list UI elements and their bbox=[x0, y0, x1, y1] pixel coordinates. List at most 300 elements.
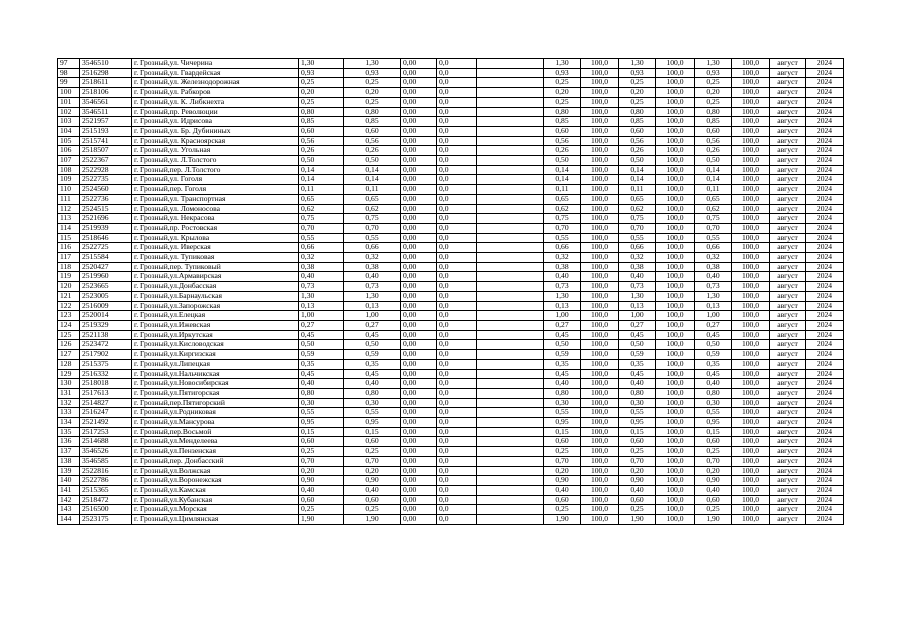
value-zero-cell: 0,00 bbox=[401, 185, 437, 195]
value-2-cell: 0,13 bbox=[619, 301, 656, 311]
table-row bbox=[58, 126, 844, 136]
value-planned-cell: 0,80 bbox=[299, 388, 344, 398]
value-zero-cell: 0,00 bbox=[401, 340, 437, 350]
row-number-cell: 115 bbox=[58, 233, 80, 243]
value-actual-cell: 0,26 bbox=[344, 146, 401, 156]
percent-zero-cell: 0,0 bbox=[437, 194, 477, 204]
value-3-cell: 0,45 bbox=[695, 369, 732, 379]
table-row bbox=[58, 165, 844, 175]
percent-zero-cell: 0,0 bbox=[437, 165, 477, 175]
value-zero-cell: 0,00 bbox=[401, 68, 437, 78]
row-number-cell: 119 bbox=[58, 272, 80, 282]
value-actual-cell: 0,40 bbox=[344, 379, 401, 389]
value-2-cell: 1,30 bbox=[619, 59, 656, 69]
blank-column-cell bbox=[477, 311, 544, 321]
percent-1-cell: 100,0 bbox=[581, 437, 619, 447]
value-actual-cell: 0,65 bbox=[344, 194, 401, 204]
value-actual-cell: 1,30 bbox=[344, 291, 401, 301]
row-number-cell: 97 bbox=[58, 59, 80, 69]
row-number-cell: 99 bbox=[58, 78, 80, 88]
row-number-cell: 122 bbox=[58, 301, 80, 311]
year-cell: 2024 bbox=[806, 126, 844, 136]
percent-3-cell: 100,0 bbox=[732, 175, 770, 185]
percent-2-cell: 100,0 bbox=[656, 243, 695, 253]
value-2-cell: 0,60 bbox=[619, 126, 656, 136]
value-3-cell: 0,11 bbox=[695, 185, 732, 195]
value-zero-cell: 0,00 bbox=[401, 398, 437, 408]
address-cell: г. Грозный,ул. Чичерина bbox=[132, 59, 299, 69]
percent-1-cell: 100,0 bbox=[581, 466, 619, 476]
table-row bbox=[58, 485, 844, 495]
value-planned-cell: 0,35 bbox=[299, 359, 344, 369]
value-2-cell: 0,73 bbox=[619, 282, 656, 292]
percent-1-cell: 100,0 bbox=[581, 78, 619, 88]
value-3-cell: 0,25 bbox=[695, 505, 732, 515]
row-number-cell: 127 bbox=[58, 350, 80, 360]
value-2-cell: 0,25 bbox=[619, 78, 656, 88]
percent-1-cell: 100,0 bbox=[581, 350, 619, 360]
value-1-cell: 0,59 bbox=[544, 350, 581, 360]
percent-3-cell: 100,0 bbox=[732, 214, 770, 224]
row-number-cell: 135 bbox=[58, 427, 80, 437]
value-1-cell: 0,60 bbox=[544, 437, 581, 447]
value-2-cell: 0,75 bbox=[619, 214, 656, 224]
blank-column-cell bbox=[477, 233, 544, 243]
year-cell: 2024 bbox=[806, 291, 844, 301]
blank-column-cell bbox=[477, 117, 544, 127]
value-2-cell: 0,62 bbox=[619, 204, 656, 214]
value-zero-cell: 0,00 bbox=[401, 505, 437, 515]
percent-2-cell: 100,0 bbox=[656, 204, 695, 214]
object-code-cell: 2523005 bbox=[80, 291, 132, 301]
object-code-cell: 2515375 bbox=[80, 359, 132, 369]
value-1-cell: 0,25 bbox=[544, 447, 581, 457]
value-zero-cell: 0,00 bbox=[401, 418, 437, 428]
percent-3-cell: 100,0 bbox=[732, 340, 770, 350]
percent-zero-cell: 0,0 bbox=[437, 223, 477, 233]
row-number-cell: 138 bbox=[58, 456, 80, 466]
value-actual-cell: 0,60 bbox=[344, 437, 401, 447]
percent-3-cell: 100,0 bbox=[732, 427, 770, 437]
row-number-cell: 136 bbox=[58, 437, 80, 447]
percent-zero-cell: 0,0 bbox=[437, 485, 477, 495]
data-table bbox=[57, 58, 844, 525]
value-2-cell: 1,90 bbox=[619, 515, 656, 525]
percent-1-cell: 100,0 bbox=[581, 369, 619, 379]
value-planned-cell: 0,62 bbox=[299, 204, 344, 214]
percent-zero-cell: 0,0 bbox=[437, 456, 477, 466]
value-1-cell: 1,90 bbox=[544, 515, 581, 525]
percent-1-cell: 100,0 bbox=[581, 243, 619, 253]
percent-3-cell: 100,0 bbox=[732, 117, 770, 127]
table-row bbox=[58, 194, 844, 204]
year-cell: 2024 bbox=[806, 379, 844, 389]
blank-column-cell bbox=[477, 418, 544, 428]
table-row bbox=[58, 214, 844, 224]
address-cell: г. Грозный,ул.Липецкая bbox=[132, 359, 299, 369]
percent-zero-cell: 0,0 bbox=[437, 340, 477, 350]
value-2-cell: 0,55 bbox=[619, 408, 656, 418]
row-number-cell: 132 bbox=[58, 398, 80, 408]
value-zero-cell: 0,00 bbox=[401, 311, 437, 321]
address-cell: г. Грозный,ул. Бр. Дубининых bbox=[132, 126, 299, 136]
table-row bbox=[58, 340, 844, 350]
object-code-cell: 3546511 bbox=[80, 107, 132, 117]
month-cell: август bbox=[770, 68, 806, 78]
object-code-cell: 2514827 bbox=[80, 398, 132, 408]
value-actual-cell: 0,11 bbox=[344, 185, 401, 195]
percent-1-cell: 100,0 bbox=[581, 204, 619, 214]
value-3-cell: 0,25 bbox=[695, 78, 732, 88]
table-row bbox=[58, 388, 844, 398]
value-actual-cell: 0,25 bbox=[344, 447, 401, 457]
percent-1-cell: 100,0 bbox=[581, 476, 619, 486]
value-actual-cell: 0,75 bbox=[344, 214, 401, 224]
address-cell: г. Грозный,пер. Гоголя bbox=[132, 185, 299, 195]
year-cell: 2024 bbox=[806, 301, 844, 311]
year-cell: 2024 bbox=[806, 165, 844, 175]
value-1-cell: 0,93 bbox=[544, 68, 581, 78]
percent-2-cell: 100,0 bbox=[656, 165, 695, 175]
value-actual-cell: 0,25 bbox=[344, 505, 401, 515]
value-planned-cell: 0,14 bbox=[299, 175, 344, 185]
value-zero-cell: 0,00 bbox=[401, 117, 437, 127]
value-1-cell: 1,30 bbox=[544, 291, 581, 301]
percent-zero-cell: 0,0 bbox=[437, 388, 477, 398]
value-3-cell: 0,73 bbox=[695, 282, 732, 292]
percent-3-cell: 100,0 bbox=[732, 262, 770, 272]
value-3-cell: 0,50 bbox=[695, 340, 732, 350]
value-zero-cell: 0,00 bbox=[401, 97, 437, 107]
percent-3-cell: 100,0 bbox=[732, 107, 770, 117]
value-actual-cell: 0,20 bbox=[344, 88, 401, 98]
value-2-cell: 0,80 bbox=[619, 107, 656, 117]
object-code-cell: 2523175 bbox=[80, 515, 132, 525]
percent-1-cell: 100,0 bbox=[581, 88, 619, 98]
value-planned-cell: 0,55 bbox=[299, 233, 344, 243]
year-cell: 2024 bbox=[806, 185, 844, 195]
percent-zero-cell: 0,0 bbox=[437, 136, 477, 146]
value-3-cell: 1,00 bbox=[695, 311, 732, 321]
table-row bbox=[58, 156, 844, 166]
object-code-cell: 2524560 bbox=[80, 185, 132, 195]
percent-3-cell: 100,0 bbox=[732, 59, 770, 69]
object-code-cell: 2516332 bbox=[80, 369, 132, 379]
object-code-cell: 2522735 bbox=[80, 175, 132, 185]
row-number-cell: 123 bbox=[58, 311, 80, 321]
year-cell: 2024 bbox=[806, 427, 844, 437]
object-code-cell: 2522816 bbox=[80, 466, 132, 476]
value-planned-cell: 0,80 bbox=[299, 107, 344, 117]
blank-column-cell bbox=[477, 78, 544, 88]
value-3-cell: 0,15 bbox=[695, 427, 732, 437]
value-actual-cell: 0,35 bbox=[344, 359, 401, 369]
value-planned-cell: 0,11 bbox=[299, 185, 344, 195]
percent-3-cell: 100,0 bbox=[732, 311, 770, 321]
value-1-cell: 0,56 bbox=[544, 136, 581, 146]
table-row bbox=[58, 253, 844, 263]
percent-3-cell: 100,0 bbox=[732, 476, 770, 486]
percent-zero-cell: 0,0 bbox=[437, 291, 477, 301]
value-3-cell: 0,93 bbox=[695, 68, 732, 78]
address-cell: г. Грозный,ул. Угольная bbox=[132, 146, 299, 156]
month-cell: август bbox=[770, 350, 806, 360]
percent-1-cell: 100,0 bbox=[581, 495, 619, 505]
percent-3-cell: 100,0 bbox=[732, 156, 770, 166]
percent-2-cell: 100,0 bbox=[656, 282, 695, 292]
address-cell: г. Грозный,ул. Л.Толстого bbox=[132, 156, 299, 166]
object-code-cell: 2515365 bbox=[80, 485, 132, 495]
blank-column-cell bbox=[477, 165, 544, 175]
blank-column-cell bbox=[477, 88, 544, 98]
object-code-cell: 2519939 bbox=[80, 223, 132, 233]
value-1-cell: 0,14 bbox=[544, 165, 581, 175]
row-number-cell: 142 bbox=[58, 495, 80, 505]
year-cell: 2024 bbox=[806, 437, 844, 447]
value-planned-cell: 0,70 bbox=[299, 223, 344, 233]
table-row bbox=[58, 301, 844, 311]
value-actual-cell: 0,25 bbox=[344, 97, 401, 107]
percent-zero-cell: 0,0 bbox=[437, 301, 477, 311]
percent-2-cell: 100,0 bbox=[656, 126, 695, 136]
percent-2-cell: 100,0 bbox=[656, 388, 695, 398]
value-2-cell: 0,80 bbox=[619, 388, 656, 398]
year-cell: 2024 bbox=[806, 398, 844, 408]
value-planned-cell: 0,90 bbox=[299, 476, 344, 486]
value-zero-cell: 0,00 bbox=[401, 427, 437, 437]
value-2-cell: 0,20 bbox=[619, 88, 656, 98]
value-3-cell: 0,60 bbox=[695, 495, 732, 505]
percent-1-cell: 100,0 bbox=[581, 223, 619, 233]
value-planned-cell: 0,30 bbox=[299, 398, 344, 408]
percent-3-cell: 100,0 bbox=[732, 223, 770, 233]
year-cell: 2024 bbox=[806, 330, 844, 340]
table-row bbox=[58, 359, 844, 369]
row-number-cell: 130 bbox=[58, 379, 80, 389]
value-actual-cell: 1,90 bbox=[344, 515, 401, 525]
row-number-cell: 109 bbox=[58, 175, 80, 185]
table-row bbox=[58, 427, 844, 437]
value-zero-cell: 0,00 bbox=[401, 301, 437, 311]
percent-2-cell: 100,0 bbox=[656, 107, 695, 117]
percent-2-cell: 100,0 bbox=[656, 146, 695, 156]
value-planned-cell: 0,25 bbox=[299, 447, 344, 457]
address-cell: г. Грозный,ул. К. Либкнехта bbox=[132, 97, 299, 107]
percent-3-cell: 100,0 bbox=[732, 485, 770, 495]
row-number-cell: 103 bbox=[58, 117, 80, 127]
address-cell: г. Грозный,ул. Гоголя bbox=[132, 175, 299, 185]
value-zero-cell: 0,00 bbox=[401, 253, 437, 263]
percent-zero-cell: 0,0 bbox=[437, 233, 477, 243]
value-3-cell: 0,56 bbox=[695, 136, 732, 146]
percent-1-cell: 100,0 bbox=[581, 330, 619, 340]
month-cell: август bbox=[770, 233, 806, 243]
percent-3-cell: 100,0 bbox=[732, 233, 770, 243]
value-1-cell: 0,73 bbox=[544, 282, 581, 292]
percent-1-cell: 100,0 bbox=[581, 301, 619, 311]
value-3-cell: 0,38 bbox=[695, 262, 732, 272]
percent-2-cell: 100,0 bbox=[656, 485, 695, 495]
blank-column-cell bbox=[477, 175, 544, 185]
blank-column-cell bbox=[477, 515, 544, 525]
percent-2-cell: 100,0 bbox=[656, 223, 695, 233]
value-actual-cell: 0,70 bbox=[344, 456, 401, 466]
percent-1-cell: 100,0 bbox=[581, 311, 619, 321]
month-cell: август bbox=[770, 466, 806, 476]
address-cell: г. Грозный,пер.Восьмой bbox=[132, 427, 299, 437]
object-code-cell: 2517253 bbox=[80, 427, 132, 437]
blank-column-cell bbox=[477, 185, 544, 195]
table-row bbox=[58, 97, 844, 107]
value-1-cell: 0,40 bbox=[544, 485, 581, 495]
percent-zero-cell: 0,0 bbox=[437, 97, 477, 107]
value-2-cell: 0,14 bbox=[619, 175, 656, 185]
value-3-cell: 0,55 bbox=[695, 408, 732, 418]
month-cell: август bbox=[770, 388, 806, 398]
month-cell: август bbox=[770, 126, 806, 136]
value-actual-cell: 0,62 bbox=[344, 204, 401, 214]
row-number-cell: 101 bbox=[58, 97, 80, 107]
address-cell: г. Грозный,ул.Кисловодская bbox=[132, 340, 299, 350]
year-cell: 2024 bbox=[806, 59, 844, 69]
percent-2-cell: 100,0 bbox=[656, 495, 695, 505]
address-cell: г. Грозный,ул.Армавирская bbox=[132, 272, 299, 282]
value-actual-cell: 0,80 bbox=[344, 388, 401, 398]
value-1-cell: 0,45 bbox=[544, 369, 581, 379]
value-3-cell: 0,70 bbox=[695, 456, 732, 466]
value-zero-cell: 0,00 bbox=[401, 466, 437, 476]
percent-2-cell: 100,0 bbox=[656, 340, 695, 350]
percent-zero-cell: 0,0 bbox=[437, 156, 477, 166]
percent-1-cell: 100,0 bbox=[581, 156, 619, 166]
object-code-cell: 3546561 bbox=[80, 97, 132, 107]
object-code-cell: 2519329 bbox=[80, 320, 132, 330]
percent-3-cell: 100,0 bbox=[732, 495, 770, 505]
value-2-cell: 0,65 bbox=[619, 194, 656, 204]
month-cell: август bbox=[770, 359, 806, 369]
year-cell: 2024 bbox=[806, 262, 844, 272]
value-planned-cell: 0,60 bbox=[299, 126, 344, 136]
percent-3-cell: 100,0 bbox=[732, 243, 770, 253]
value-actual-cell: 0,50 bbox=[344, 156, 401, 166]
percent-zero-cell: 0,0 bbox=[437, 369, 477, 379]
percent-3-cell: 100,0 bbox=[732, 437, 770, 447]
percent-1-cell: 100,0 bbox=[581, 485, 619, 495]
blank-column-cell bbox=[477, 447, 544, 457]
percent-zero-cell: 0,0 bbox=[437, 447, 477, 457]
percent-zero-cell: 0,0 bbox=[437, 350, 477, 360]
month-cell: август bbox=[770, 369, 806, 379]
percent-1-cell: 100,0 bbox=[581, 447, 619, 457]
address-cell: г. Грозный,ул. Идрисова bbox=[132, 117, 299, 127]
value-actual-cell: 0,93 bbox=[344, 68, 401, 78]
value-actual-cell: 0,73 bbox=[344, 282, 401, 292]
percent-3-cell: 100,0 bbox=[732, 204, 770, 214]
value-2-cell: 0,45 bbox=[619, 330, 656, 340]
value-1-cell: 0,60 bbox=[544, 126, 581, 136]
month-cell: август bbox=[770, 165, 806, 175]
value-2-cell: 0,95 bbox=[619, 418, 656, 428]
table-row bbox=[58, 282, 844, 292]
value-actual-cell: 0,56 bbox=[344, 136, 401, 146]
value-actual-cell: 0,45 bbox=[344, 369, 401, 379]
value-1-cell: 0,60 bbox=[544, 495, 581, 505]
row-number-cell: 110 bbox=[58, 185, 80, 195]
percent-1-cell: 100,0 bbox=[581, 175, 619, 185]
value-zero-cell: 0,00 bbox=[401, 233, 437, 243]
value-zero-cell: 0,00 bbox=[401, 408, 437, 418]
value-3-cell: 0,90 bbox=[695, 476, 732, 486]
table-row bbox=[58, 175, 844, 185]
row-number-cell: 111 bbox=[58, 194, 80, 204]
month-cell: август bbox=[770, 505, 806, 515]
value-3-cell: 0,75 bbox=[695, 214, 732, 224]
blank-column-cell bbox=[477, 194, 544, 204]
address-cell: г. Грозный,ул. Гвардейская bbox=[132, 68, 299, 78]
percent-3-cell: 100,0 bbox=[732, 456, 770, 466]
percent-2-cell: 100,0 bbox=[656, 320, 695, 330]
percent-1-cell: 100,0 bbox=[581, 117, 619, 127]
value-actual-cell: 0,95 bbox=[344, 418, 401, 428]
object-code-cell: 2516500 bbox=[80, 505, 132, 515]
address-cell: г. Грозный,ул. Транспортная bbox=[132, 194, 299, 204]
address-cell: г. Грозный,ул.Воронежская bbox=[132, 476, 299, 486]
object-code-cell: 2520014 bbox=[80, 311, 132, 321]
value-actual-cell: 0,25 bbox=[344, 78, 401, 88]
value-2-cell: 0,20 bbox=[619, 466, 656, 476]
value-zero-cell: 0,00 bbox=[401, 156, 437, 166]
object-code-cell: 2518472 bbox=[80, 495, 132, 505]
percent-2-cell: 100,0 bbox=[656, 476, 695, 486]
value-actual-cell: 0,27 bbox=[344, 320, 401, 330]
value-2-cell: 0,93 bbox=[619, 68, 656, 78]
percent-zero-cell: 0,0 bbox=[437, 262, 477, 272]
month-cell: август bbox=[770, 146, 806, 156]
address-cell: г. Грозный,ул. Тупиковая bbox=[132, 253, 299, 263]
value-zero-cell: 0,00 bbox=[401, 485, 437, 495]
object-code-cell: 3546526 bbox=[80, 447, 132, 457]
percent-3-cell: 100,0 bbox=[732, 398, 770, 408]
address-cell: г. Грозный,пр. Ростовская bbox=[132, 223, 299, 233]
blank-column-cell bbox=[477, 427, 544, 437]
percent-3-cell: 100,0 bbox=[732, 359, 770, 369]
blank-column-cell bbox=[477, 398, 544, 408]
address-cell: г. Грозный,ул. Красноярская bbox=[132, 136, 299, 146]
value-2-cell: 0,38 bbox=[619, 262, 656, 272]
value-3-cell: 0,30 bbox=[695, 398, 732, 408]
percent-zero-cell: 0,0 bbox=[437, 418, 477, 428]
value-planned-cell: 0,13 bbox=[299, 301, 344, 311]
value-2-cell: 0,35 bbox=[619, 359, 656, 369]
value-1-cell: 0,90 bbox=[544, 476, 581, 486]
percent-1-cell: 100,0 bbox=[581, 427, 619, 437]
percent-3-cell: 100,0 bbox=[732, 320, 770, 330]
value-3-cell: 0,59 bbox=[695, 350, 732, 360]
percent-1-cell: 100,0 bbox=[581, 59, 619, 69]
value-3-cell: 0,40 bbox=[695, 272, 732, 282]
percent-zero-cell: 0,0 bbox=[437, 175, 477, 185]
value-1-cell: 0,32 bbox=[544, 253, 581, 263]
value-actual-cell: 0,40 bbox=[344, 272, 401, 282]
address-cell: г. Грозный,ул.Ижевская bbox=[132, 320, 299, 330]
value-1-cell: 0,20 bbox=[544, 88, 581, 98]
value-3-cell: 0,45 bbox=[695, 330, 732, 340]
value-1-cell: 0,70 bbox=[544, 456, 581, 466]
value-planned-cell: 0,25 bbox=[299, 505, 344, 515]
address-cell: г. Грозный,ул.Барнаульская bbox=[132, 291, 299, 301]
value-zero-cell: 0,00 bbox=[401, 146, 437, 156]
percent-1-cell: 100,0 bbox=[581, 291, 619, 301]
